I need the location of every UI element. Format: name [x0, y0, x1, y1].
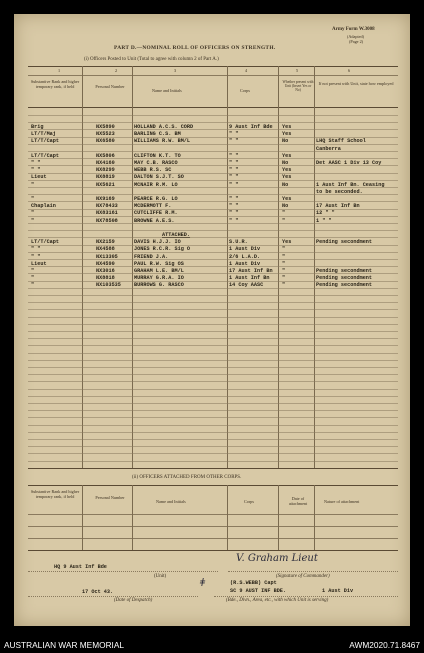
col-divider	[82, 485, 83, 550]
cell-present: Yes	[282, 196, 292, 202]
cell-number: NX6580	[96, 138, 115, 145]
cell-rank: " "	[31, 160, 41, 166]
section-1-heading: (i) Officers Posted to Unit (Total to agree with column 2 of Part A.)	[84, 57, 219, 62]
despatch-date: 17 Oct 43.	[82, 589, 114, 595]
attached-col-name: Name and Initials	[156, 499, 186, 504]
table-rule	[28, 201, 398, 202]
cell-note: 1 " "	[316, 217, 332, 224]
archive-caption	[0, 637, 424, 653]
table-rule	[28, 129, 398, 130]
col-header-rank: Substantive Rank and higher temporary rank, if held	[30, 79, 80, 89]
cell-rank: "	[31, 282, 35, 289]
cell-note: Pending secondment	[316, 275, 373, 282]
table-rule	[28, 187, 398, 188]
attached-header-rule	[28, 514, 398, 515]
col-header-corps: Corps	[240, 88, 251, 93]
cell-note: LHQ Staff School	[316, 138, 366, 145]
cell-rank: "	[31, 275, 35, 282]
table-rule	[28, 151, 398, 152]
signature-line	[228, 571, 398, 572]
commander-signature: V. Graham Lieut	[236, 553, 318, 564]
cell-name: GRAHAM L.E. BM/L	[134, 268, 184, 274]
formation-typed-2: SC 9 AUST INF BDE.	[230, 588, 287, 594]
attached-top-rule	[28, 485, 398, 486]
cell-number: NX3016	[96, 268, 115, 274]
table-rule	[28, 237, 398, 238]
cell-rank: LT/T/Maj	[31, 131, 56, 138]
cell-note: Canberra	[316, 145, 341, 152]
table-rule	[28, 453, 398, 454]
cell-rank: Lieut	[31, 260, 47, 267]
attached-col-number: Personal Number	[95, 495, 125, 500]
caption-right: AWM2020.71.8467	[349, 640, 420, 650]
cell-name: FRIEND J.A.	[134, 253, 169, 260]
col-divider	[227, 485, 228, 550]
header-bottom-rule	[28, 107, 398, 108]
cell-name: DALTON S.J.T. SO	[134, 174, 184, 181]
cell-corps: " "	[229, 138, 239, 145]
formation-label: (Bde., Divn., Area, etc., with which Unit is serving)	[226, 598, 329, 603]
attached-row-rule	[28, 526, 398, 527]
cell-corps: " "	[229, 210, 239, 217]
table-rule	[28, 410, 398, 411]
cell-number: NX4588	[96, 246, 115, 253]
cell-name: PEARCE R.G. LO	[134, 196, 178, 202]
page-label: (Page 2)	[349, 39, 364, 44]
cell-present: Yes	[282, 174, 292, 181]
cell-corps: " "	[229, 196, 239, 202]
table-rule	[28, 403, 398, 404]
cell-note: to be seconded.	[316, 188, 363, 195]
cell-number: NX8818	[96, 275, 115, 282]
table-rule	[28, 295, 398, 296]
cell-corps: S.U.R.	[229, 239, 248, 246]
cell-corps: " "	[229, 167, 239, 174]
table-top-rule	[28, 66, 398, 67]
table-rule	[28, 389, 398, 390]
cell-corps: " "	[229, 203, 239, 210]
cell-rank: " "	[31, 167, 41, 174]
col-number: 2	[115, 68, 118, 73]
table-rule	[28, 115, 398, 116]
date-line	[28, 596, 198, 597]
col-number: 4	[245, 68, 248, 73]
cell-number: NX5523	[96, 131, 115, 138]
formation-typed-1: (R.S.WEBB) Capt	[230, 580, 277, 586]
col-header-name: Name and Initials	[152, 88, 182, 93]
section-2-heading: (ii) OFFICERS ATTACHED FROM OTHER CORPS.	[132, 475, 242, 480]
cell-number: NX13305	[96, 253, 118, 260]
table-rule	[28, 158, 398, 159]
table-rule	[28, 324, 398, 325]
col-number: 1	[58, 68, 61, 73]
formation-typed-3: 1 Aust Div	[322, 588, 354, 594]
col-header-number: Personal Number	[95, 84, 125, 89]
cell-rank: " "	[31, 246, 41, 253]
cell-present: "	[282, 260, 286, 267]
table-rule	[28, 180, 398, 181]
army-form-number: Army Form W.3008	[332, 27, 375, 32]
table-rule	[28, 194, 398, 195]
cell-rank: "	[31, 196, 35, 202]
table-rule	[28, 122, 398, 123]
cell-present: "	[282, 210, 286, 217]
col-divider	[314, 485, 315, 550]
unit-typed: HQ 9 Aust Inf Bde	[54, 564, 107, 570]
cell-rank: "	[31, 210, 35, 217]
cell-corps: 14 Coy AASC	[229, 282, 264, 289]
col-header-present: Whether present with Unit (Insert Yes or No)	[282, 80, 314, 93]
cell-corps: 17 Aust Inf Bn	[229, 268, 273, 274]
cell-number: NX4590	[96, 260, 115, 267]
table-rule	[28, 345, 398, 346]
cell-number: NX8819	[96, 174, 115, 181]
cell-present: "	[282, 246, 286, 253]
unit-line	[28, 571, 218, 572]
cell-number: NX8299	[96, 167, 115, 174]
attached-col-date: Date of attachment	[288, 496, 308, 506]
col-header-employed: If not present with Unit, state how employed	[318, 81, 394, 86]
cell-number: NX5890	[96, 124, 115, 130]
col-divider	[132, 485, 133, 550]
table-rule	[28, 309, 398, 310]
table-rule	[28, 331, 398, 332]
table-rule	[28, 173, 398, 174]
cell-present: "	[282, 275, 286, 282]
cell-number: NX103535	[96, 282, 121, 289]
cell-name: MURRAY G.R.A. IO	[134, 275, 184, 282]
cell-name: JONES R.C.R. Sig O	[134, 246, 191, 253]
cell-corps: 1 Aust Div	[229, 260, 261, 267]
formation-line	[214, 596, 398, 597]
cell-corps: " "	[229, 181, 239, 188]
table-rule	[28, 252, 398, 253]
cell-corps: " "	[229, 160, 239, 166]
cell-number: NX4160	[96, 160, 115, 166]
table-rule	[28, 259, 398, 260]
cell-name: DAVIS H.J.J. IO	[134, 239, 181, 246]
table-rule	[28, 446, 398, 447]
cell-present: "	[282, 253, 286, 260]
attached-row-rule	[28, 538, 398, 539]
cell-name: WILLIAMS R.W. BM/L	[134, 138, 191, 145]
signature-label: (Signature of Commander)	[276, 574, 330, 579]
cell-number: NX5806	[96, 152, 115, 159]
cell-note: 1 Aust Inf Bn. Ceasing	[316, 181, 385, 188]
date-label: (Date of Despatch)	[114, 598, 153, 603]
cell-name: MAY C.B. RASCO	[134, 160, 178, 166]
cell-name: BARLING C.S. BM	[134, 131, 181, 138]
cell-name: HOLLAND A.C.S. CORD	[134, 124, 194, 130]
table-rule	[28, 216, 398, 217]
cell-rank: LT/T/Capt	[31, 138, 60, 145]
cell-present: Yes	[282, 131, 292, 138]
header-rule	[28, 75, 398, 76]
table-rule	[28, 137, 398, 138]
initials-mark: ǂ	[200, 576, 206, 589]
cell-present: Yes	[282, 239, 292, 246]
cell-number: NX78433	[96, 203, 118, 210]
cell-rank: " "	[31, 253, 41, 260]
adapted-label: (Adapted)	[347, 34, 364, 39]
col-divider	[278, 485, 279, 550]
cell-note: 17 Aust Inf Bn	[316, 203, 360, 210]
caption-left: AUSTRALIAN WAR MEMORIAL	[4, 640, 125, 650]
table-rule	[28, 461, 398, 462]
cell-rank: "	[31, 268, 35, 274]
table-rule	[28, 266, 398, 267]
cell-rank: "	[31, 217, 35, 224]
cell-note: Pending secondment	[316, 239, 373, 246]
cell-number: NX9169	[96, 196, 115, 202]
table-rule	[28, 230, 398, 231]
table-rule	[28, 353, 398, 354]
section-2-rule	[28, 468, 398, 469]
cell-present: "	[282, 217, 286, 224]
attached-col-rank: Substantive Rank and higher temporary rank, if held	[30, 489, 80, 499]
cell-corps: 1 Aust Inf Bn	[229, 275, 270, 282]
cell-corps: 1 Aust Div	[229, 246, 261, 253]
cell-present: No	[282, 138, 289, 145]
table-rule	[28, 425, 398, 426]
cell-present: Yes	[282, 167, 292, 174]
cell-number: NX83161	[96, 210, 118, 217]
cell-corps: " "	[229, 174, 239, 181]
table-rule	[28, 417, 398, 418]
table-rule	[28, 281, 398, 282]
table-rule	[28, 432, 398, 433]
cell-name: PAUL R.W. Sig OS	[134, 260, 184, 267]
cell-name: BROWNE A.E.S.	[134, 217, 175, 224]
document-page	[14, 14, 410, 626]
cell-present: No	[282, 203, 289, 210]
table-rule	[28, 396, 398, 397]
table-rule	[28, 367, 398, 368]
cell-present: "	[282, 282, 286, 289]
attached-bottom-rule	[28, 550, 398, 551]
attached-col-corps: Corps	[244, 499, 255, 504]
cell-present: No	[282, 160, 289, 166]
unit-label: (Unit)	[154, 574, 167, 579]
cell-note: Pending secondment	[316, 282, 373, 289]
cell-present: Yes	[282, 124, 292, 130]
cell-name: CUTCLIFFE R.M.	[134, 210, 178, 217]
table-rule	[28, 374, 398, 375]
col-number: 5	[296, 68, 299, 73]
col-number: 6	[348, 68, 351, 73]
table-rule	[28, 338, 398, 339]
cell-corps: 9 Aust Inf Bde	[229, 124, 273, 130]
cell-corps: " "	[229, 152, 239, 159]
cell-note: 12 " "	[316, 210, 335, 217]
cell-rank: Lieut	[31, 174, 47, 181]
table-rule	[28, 273, 398, 274]
table-rule	[28, 165, 398, 166]
table-rule	[28, 302, 398, 303]
cell-corps: " "	[229, 131, 239, 138]
table-rule	[28, 223, 398, 224]
cell-name: CLIFTON K.T. TO	[134, 152, 181, 159]
table-rule	[28, 144, 398, 145]
cell-name: ATTACHED.	[162, 232, 191, 238]
cell-corps: 2/6 L.A.D.	[229, 253, 261, 260]
attached-col-nature: Nature of attachment	[324, 499, 360, 504]
cell-rank: LT/T/Capt	[31, 152, 60, 159]
cell-note: Det AASC 1 Div 13 Coy	[316, 160, 382, 166]
table-rule	[28, 439, 398, 440]
cell-name: WEBB R.S. SC	[134, 167, 172, 174]
cell-rank: Brig	[31, 124, 44, 130]
cell-number: NX5621	[96, 181, 115, 188]
table-rule	[28, 288, 398, 289]
cell-number: NX2159	[96, 239, 115, 246]
table-rule	[28, 360, 398, 361]
cell-present: No	[282, 181, 289, 188]
table-rule	[28, 245, 398, 246]
cell-name: MCDERMOTT F.	[134, 203, 172, 210]
cell-note: Pending secondment	[316, 268, 373, 274]
cell-present: Yes	[282, 152, 292, 159]
cell-name: MCNAIR R.M. LO	[134, 181, 178, 188]
cell-present: "	[282, 268, 286, 274]
document-title: PART D.—NOMINAL ROLL OF OFFICERS ON STRENGTH.	[114, 45, 276, 51]
table-rule	[28, 381, 398, 382]
cell-name: BURROWS G. RASCO	[134, 282, 184, 289]
cell-corps: " "	[229, 217, 239, 224]
cell-rank: Chaplain	[31, 203, 56, 210]
table-rule	[28, 317, 398, 318]
cell-rank: "	[31, 181, 35, 188]
cell-number: NX78508	[96, 217, 118, 224]
col-number: 3	[174, 68, 177, 73]
table-rule	[28, 209, 398, 210]
cell-rank: LT/T/Capt	[31, 239, 60, 246]
